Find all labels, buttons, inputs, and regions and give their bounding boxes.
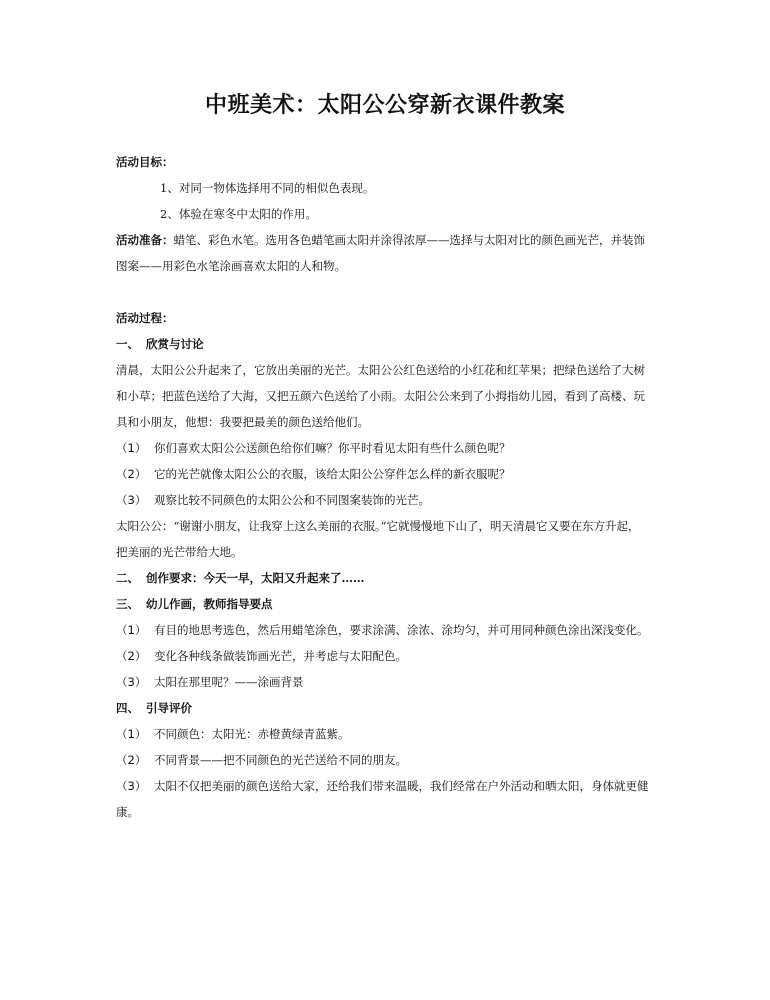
evaluation-item [116,726,661,742]
item-number: （1） [116,441,147,455]
item-text: 不同颜色：太阳光：赤橙黄绿青蓝紫。 [154,727,350,741]
section-title: 创作要求：今天一早，太阳又升起来了…… [146,571,365,585]
item-text: 你们喜欢太阳公公送颜色给你们嘛？你平时看见太阳有些什么颜色呢？ [154,441,511,455]
item-text: 有目的地思考选色，然后用蜡笔涂色，要求涂满、涂浓、涂均匀，并可用同种颜色涂出深浅变化。 [154,623,649,637]
item-number: （3） [116,493,147,507]
item-number: （2） [116,649,147,663]
item-number: （1） [116,727,147,741]
item-number: （1） [116,623,147,637]
section-title: 欣赏与讨论 [146,337,204,351]
prep-paragraph-cont: 图案——用彩色水笔涂画喜欢太阳的人和物。 [116,259,346,273]
section-heading [116,596,661,612]
section-heading [116,336,661,352]
item-text: 它的光芒就像太阳公公的衣服，该给太阳公公穿件怎么样的新衣服呢？ [154,467,511,481]
guidance-item [116,674,661,690]
goals-heading: 活动目标： [116,155,174,169]
item-number: （3） [116,675,147,689]
item-number: （3） [116,779,147,793]
guidance-item [116,622,661,638]
item-text: 变化各种线条做装饰画光芒，并考虑与太阳配色。 [154,649,407,663]
item-number: （2） [116,753,147,767]
section-number: 四、 [116,701,139,715]
item-number: （2） [116,467,147,481]
section-heading [116,700,661,716]
question-item [116,440,661,456]
evaluation-item [116,752,661,768]
quote-line: 把美丽的光芒带给大地。 [116,545,243,559]
item-text: 太阳在那里呢？——涂画背景 [154,675,304,689]
item-text: 太阳不仅把美丽的颜色送给大家，还给我们带来温暖，我们经常在户外活动和晒太阳，身体就更健 [154,779,649,793]
section-title: 幼儿作画，教师指导要点 [146,597,273,611]
story-line: 具和小朋友，他想：我要把最美的颜色送给他们。 [116,415,369,429]
question-item [116,466,661,482]
story-line: 和小草；把蓝色送给了大海，又把五颜六色送给了小雨。太阳公公来到了小拇指幼儿园，看到了高楼、玩 [116,389,645,403]
section-number: 三、 [116,597,139,611]
item-text: 观察比较不同颜色的太阳公公和不同图案装饰的光芒。 [154,493,430,507]
section-title: 引导评价 [146,701,192,715]
section-number: 一、 [116,337,139,351]
prep-paragraph [116,232,661,248]
quote-line: 太阳公公：“谢谢小朋友，让我穿上这么美丽的衣服。”它就慢慢地下山了，明天清晨它又要在东方升起， [116,519,640,533]
prep-text: 蜡笔、彩色水笔。选用各色蜡笔画太阳并涂得浓厚——选择与太阳对比的颜色画光芒，并装饰 [173,233,645,247]
goal-item: 2、体验在寒冬中太阳的作用。 [160,207,317,221]
story-line: 清晨，太阳公公升起来了，它放出美丽的光芒。太阳公公红色送给的小红花和红苹果；把绿色送给了大树 [116,363,645,377]
document-title: 中班美术：太阳公公穿新衣课件教案 [204,93,565,118]
section-number: 二、 [116,571,139,585]
section-heading [116,570,661,586]
process-heading: 活动过程： [116,311,174,325]
prep-label: 活动准备： [116,233,174,247]
question-item [116,492,661,508]
evaluation-item-cont: 康。 [116,805,139,819]
guidance-item [116,648,661,664]
goal-item: 1、对同一物体选择用不同的相似色表现。 [160,181,375,195]
item-text: 不同背景——把不同颜色的光芒送给不同的朋友。 [154,753,407,767]
evaluation-item [116,778,661,794]
